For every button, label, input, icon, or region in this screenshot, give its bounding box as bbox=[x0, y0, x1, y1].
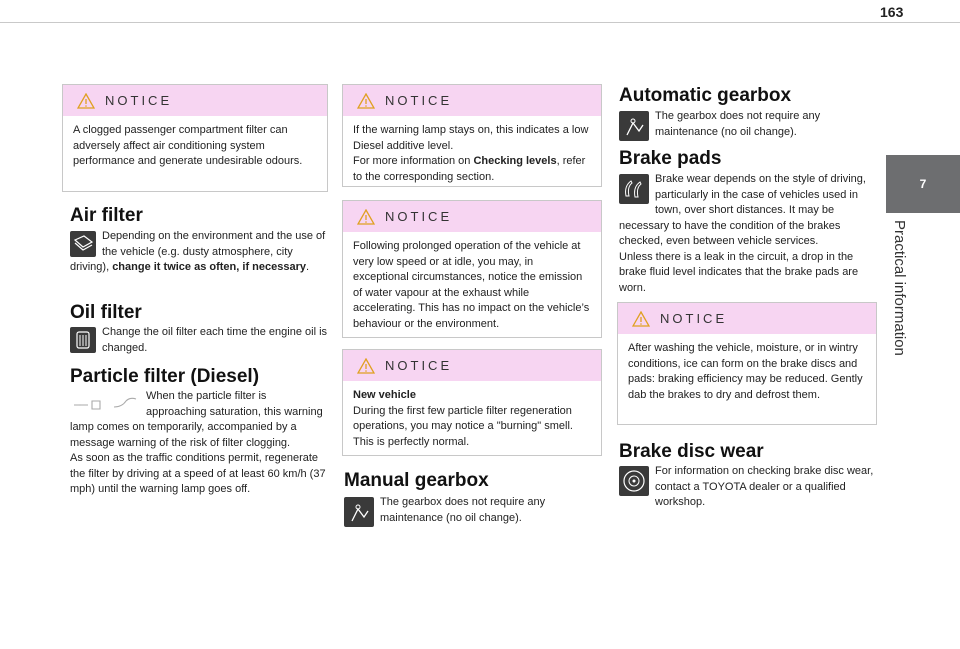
gearbox-icon bbox=[344, 497, 374, 527]
warning-icon bbox=[77, 93, 95, 109]
particle-filter-text-1: When the particle filter is approaching saturation, this warning lamp comes on temporarily, accompanied by a message warning of the risk of filter clogging. bbox=[70, 390, 323, 449]
brake-pads-text-2: Unless there is a leak in the circuit, a drop in the brake fluid level indicates that the brake pads are worn. bbox=[619, 250, 859, 294]
particle-filter-warning-icon bbox=[70, 391, 140, 417]
notice-title: NOTICE bbox=[385, 358, 453, 373]
notice-header bbox=[343, 201, 601, 232]
air-filter-text-body: Depending on the environment and the use of the vehicle (e.g. dusty atmosphere, city driving), bbox=[70, 230, 326, 273]
notice-text: Following prolonged operation of the vehicle at very low speed or at idle, you may, in exceptional circumstances, notice the emission of water vapour at the exhaust while accelerating. This has no impact on the vehicle’s behaviour or the environment. bbox=[353, 240, 590, 330]
automatic-gearbox-text-body: The gearbox does not require any maintenance (no oil change). bbox=[655, 110, 821, 138]
notice-title: NOTICE bbox=[385, 209, 453, 224]
brake-disc-icon bbox=[619, 466, 649, 496]
notice-text: A clogged passenger compartment filter can adversely affect air conditioning system performance and generate undesirable odours. bbox=[73, 124, 303, 167]
manual-gearbox-heading: Manual gearbox bbox=[344, 470, 489, 491]
notice-cabin-filter bbox=[62, 84, 328, 192]
header-divider bbox=[0, 22, 960, 23]
brake-pads-text-1: Brake wear depends on the style of driving, particularly in the case of vehicles used in town, over short distances. It may be necessary to have the condition of the brakes checked, even between vehicle services. bbox=[619, 173, 866, 247]
particle-filter-text-2: As soon as the traffic conditions permit, regenerate the filter by driving at a speed of at least 60 km/h (37 mph) until the warning lamp goes off. bbox=[70, 452, 326, 495]
brake-pads-icon bbox=[619, 174, 649, 204]
notice-text-2c: , refer to the corresponding section. bbox=[353, 155, 586, 183]
air-filter-text bbox=[70, 229, 328, 276]
notice-text-body: During the first few particle filter regeneration operations, you may notice a "burning" smell. This is perfectly normal. bbox=[353, 404, 573, 448]
particle-filter-text bbox=[70, 389, 328, 498]
notice-header bbox=[343, 350, 601, 381]
new-vehicle-label: New vehicle bbox=[353, 389, 416, 401]
notice-title: NOTICE bbox=[105, 93, 173, 108]
brake-disc-text-body: For information on checking brake disc wear, contact a TOYOTA dealer or a qualified workshop. bbox=[655, 465, 874, 508]
air-filter-text-bold: change it twice as often, if necessary bbox=[112, 261, 306, 273]
brake-pads-text bbox=[619, 172, 875, 296]
notice-text: After washing the vehicle, moisture, or in wintry conditions, ice can form on the brake discs and pads: braking efficiency may be reduced. Gently dab the brakes to dry and defrost them. bbox=[628, 342, 863, 401]
notice-brake-moisture bbox=[617, 302, 877, 425]
oil-filter-icon bbox=[70, 327, 96, 353]
notice-header bbox=[618, 303, 876, 334]
notice-water-vapour bbox=[342, 200, 602, 338]
air-filter-text-end: . bbox=[305, 261, 310, 273]
warning-icon bbox=[357, 358, 375, 374]
automatic-gearbox-text bbox=[619, 109, 874, 141]
oil-filter-heading: Oil filter bbox=[70, 302, 142, 323]
air-filter-icon bbox=[70, 231, 96, 257]
gearbox-icon bbox=[619, 111, 649, 141]
manual-gearbox-text-body: The gearbox does not require any maintenance (no oil change). bbox=[380, 496, 546, 524]
notice-text bbox=[343, 116, 601, 193]
notice-header bbox=[343, 85, 601, 116]
warning-icon bbox=[357, 209, 375, 225]
checking-levels-link[interactable]: Checking levels bbox=[473, 155, 557, 167]
manual-gearbox-text bbox=[344, 495, 594, 527]
automatic-gearbox-heading: Automatic gearbox bbox=[619, 85, 792, 106]
notice-additive bbox=[342, 84, 602, 187]
brake-pads-heading: Brake pads bbox=[619, 148, 722, 169]
warning-icon bbox=[357, 93, 375, 109]
chapter-title-text: Practical information bbox=[891, 220, 908, 356]
notice-header bbox=[63, 85, 327, 116]
page-number: 163 bbox=[880, 4, 904, 20]
air-filter-heading: Air filter bbox=[70, 205, 143, 226]
chapter-title bbox=[890, 220, 916, 370]
brake-disc-text bbox=[619, 464, 875, 511]
warning-icon bbox=[632, 311, 650, 327]
notice-new-vehicle bbox=[342, 349, 602, 456]
brake-disc-heading: Brake disc wear bbox=[619, 441, 764, 462]
notice-title: NOTICE bbox=[660, 311, 728, 326]
oil-filter-text-body: Change the oil filter each time the engine oil is changed. bbox=[102, 326, 328, 354]
notice-text-1: If the warning lamp stays on, this indicates a low Diesel additive level. bbox=[353, 124, 589, 152]
oil-filter-text bbox=[70, 325, 328, 356]
notice-title: NOTICE bbox=[385, 93, 453, 108]
notice-text-2a: For more information on bbox=[353, 155, 474, 167]
notice-text bbox=[343, 381, 601, 458]
chapter-tab[interactable]: 7 bbox=[886, 155, 960, 213]
particle-filter-heading: Particle filter (Diesel) bbox=[70, 366, 260, 387]
